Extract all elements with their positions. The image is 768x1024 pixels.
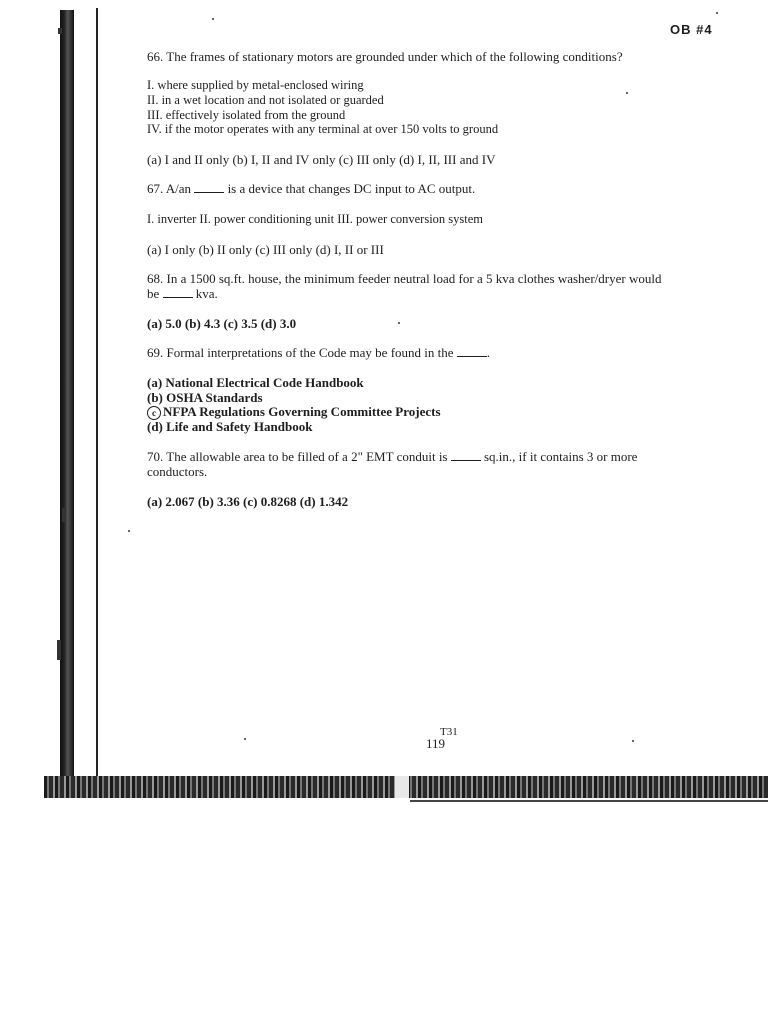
scan-dust [398, 322, 400, 324]
q66-answer-choices: (a) I and II only (b) I, II and IV only (c) III only (d) I, II, III and IV [147, 152, 496, 167]
q66-item-1: I. where supplied by metal-enclosed wiring [147, 78, 364, 92]
answer-blank [194, 182, 224, 193]
q66-item-4: IV. if the motor operates with any terminal at over 150 volts to ground [147, 122, 499, 136]
answer-blank [457, 346, 487, 357]
answer-blank [451, 450, 481, 461]
scan-speck [62, 508, 66, 522]
q69-choice-c [147, 404, 441, 420]
scan-bottom-rule [410, 800, 768, 802]
page-left-edge-line [96, 8, 98, 780]
q70-line1-start: 70. The allowable area to be filled of a 2" EMT conduit is [147, 449, 451, 464]
q68-line2-start: be [147, 286, 163, 301]
scan-speck [57, 640, 61, 660]
q66-question: 66. The frames of stationary motors are grounded under which of the following conditions? [147, 49, 623, 64]
scan-dust [244, 738, 246, 740]
q68-question-line2 [147, 286, 218, 301]
q67-question [147, 181, 475, 196]
binding-spine-shadow [60, 10, 74, 790]
q70-question-line2: conductors. [147, 464, 208, 479]
q68-answer-choices: (a) 5.0 (b) 4.3 (c) 3.5 (d) 3.0 [147, 316, 297, 331]
q69-choice-b: (b) OSHA Standards [147, 390, 263, 405]
scan-dust [632, 740, 634, 742]
q68-line2-end: kva. [192, 286, 218, 301]
q69-question-end: . [486, 345, 491, 360]
scan-bottom-edge-gap [395, 776, 409, 798]
q67-items: I. inverter II. power conditioning unit III. power conversion system [147, 212, 484, 226]
q67-question-end: is a device that changes DC input to AC output. [224, 181, 476, 196]
q68-question-line1: 68. In a 1500 sq.ft. house, the minimum feeder neutral load for a 5 kva clothes washer/dryer would [147, 271, 662, 286]
scan-dust [716, 12, 718, 14]
scan-dust [128, 530, 130, 532]
q67-question-start: 67. A/an [147, 181, 195, 196]
footer-code: T31 [440, 726, 458, 738]
sheet-id-header: OB #4 [670, 22, 713, 37]
q69-choice-a: (a) National Electrical Code Handbook [147, 375, 364, 390]
q69-choice-c-text: NFPA Regulations Governing Committee Projects [163, 404, 441, 419]
q66-item-3: III. effectively isolated from the ground [147, 108, 346, 122]
q70-question-line1 [147, 449, 637, 464]
scan-speck [58, 28, 62, 34]
circled-answer-mark: c [147, 406, 161, 420]
scan-dust [212, 18, 214, 20]
scan-dust [626, 92, 628, 94]
q66-item-2: II. in a wet location and not isolated or guarded [147, 93, 384, 107]
q69-question-start: 69. Formal interpretations of the Code may be found in the [147, 345, 457, 360]
q67-answer-choices: (a) I only (b) II only (c) III only (d) I, II or III [147, 242, 384, 257]
answer-blank [163, 287, 193, 298]
q70-line1-end: sq.in., if it contains 3 or more [480, 449, 638, 464]
page-number: 119 [426, 736, 446, 751]
q69-choice-d: (d) Life and Safety Handbook [147, 419, 313, 434]
q70-answer-choices: (a) 2.067 (b) 3.36 (c) 0.8268 (d) 1.342 [147, 494, 349, 509]
q69-question [147, 345, 490, 360]
